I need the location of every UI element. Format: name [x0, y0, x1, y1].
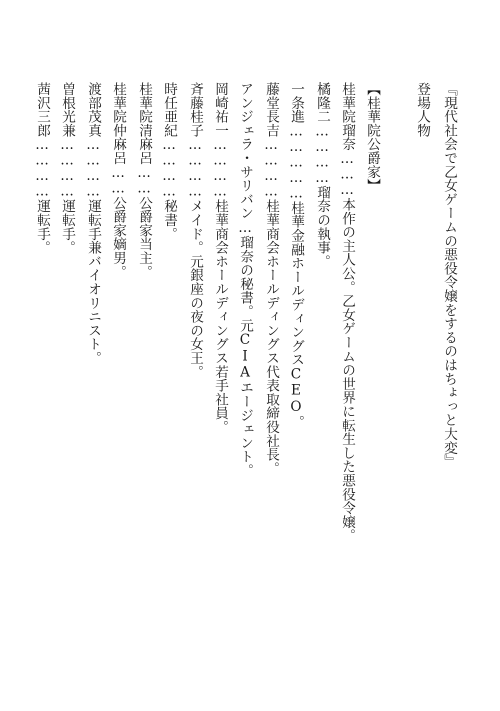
character-name: 桂華院仲麻呂: [110, 82, 126, 165]
leader-dots: …………: [212, 137, 228, 200]
leader-dots: ……: [136, 164, 152, 196]
character-name: 桂華院清麻呂: [136, 82, 152, 165]
character-name: 斉藤桂子: [187, 82, 203, 138]
leader-dots: …………: [263, 137, 279, 200]
character-description: 秘書。: [161, 199, 177, 241]
character-description: 運転手。: [59, 199, 75, 255]
character-description: 運転手。: [34, 199, 50, 255]
character-name: 時任亜紀: [161, 82, 177, 138]
character-description: 桂華金融ホールディングスCEO。: [288, 200, 304, 429]
leader-dots: …………: [187, 137, 203, 200]
character-description: 桂華商会ホールディングス代表取締役社長。: [263, 199, 279, 476]
character-description: 公爵家当主。: [136, 195, 152, 279]
character-name: 岡崎祐一: [212, 82, 228, 138]
character-name: 藤堂長吉: [263, 82, 279, 138]
book-title: 『現代社会で乙女ゲームの悪役令嬢をするのはちょっと大変』: [441, 82, 457, 469]
character-description: 公爵家嫡男。: [110, 195, 126, 279]
leader-dots: …………: [34, 137, 50, 200]
character-description: 桂華商会ホールディングス若手社員。: [212, 199, 228, 434]
leader-dots: ……: [110, 164, 126, 196]
leader-dots: ……………: [288, 123, 304, 201]
character-name: 一条進: [288, 82, 304, 124]
character-name: 渡部茂真: [85, 82, 101, 138]
section-heading: 登場人物: [414, 82, 430, 138]
leader-dots: …………: [85, 137, 101, 200]
character-name: 桂華院瑠奈: [339, 82, 355, 151]
character-description: 本作の主人公。乙女ゲームの世界に転生した悪役令嬢。: [339, 197, 355, 543]
group-heading: 【桂華院公爵家】: [364, 82, 380, 193]
leader-dots: …………: [314, 123, 330, 186]
character-name: 茜沢三郎: [34, 82, 50, 138]
character-name: 橘隆二: [314, 82, 330, 124]
character-description: 瑠奈の執事。: [314, 185, 330, 269]
leader-dots: …………: [59, 137, 75, 200]
character-description: 運転手兼バイオリニスト。: [85, 199, 101, 365]
character-description: メイド。元銀座の夜の女王。: [187, 199, 203, 379]
leader-dots: …: [237, 220, 253, 236]
character-name: 曽根光兼: [59, 82, 75, 138]
character-description: 瑠奈の秘書。元CIAエージェント。: [237, 235, 253, 478]
character-name: アンジェラ・サリバン: [237, 82, 253, 220]
leader-dots: …………: [161, 137, 177, 200]
leader-dots: ………: [339, 151, 355, 198]
